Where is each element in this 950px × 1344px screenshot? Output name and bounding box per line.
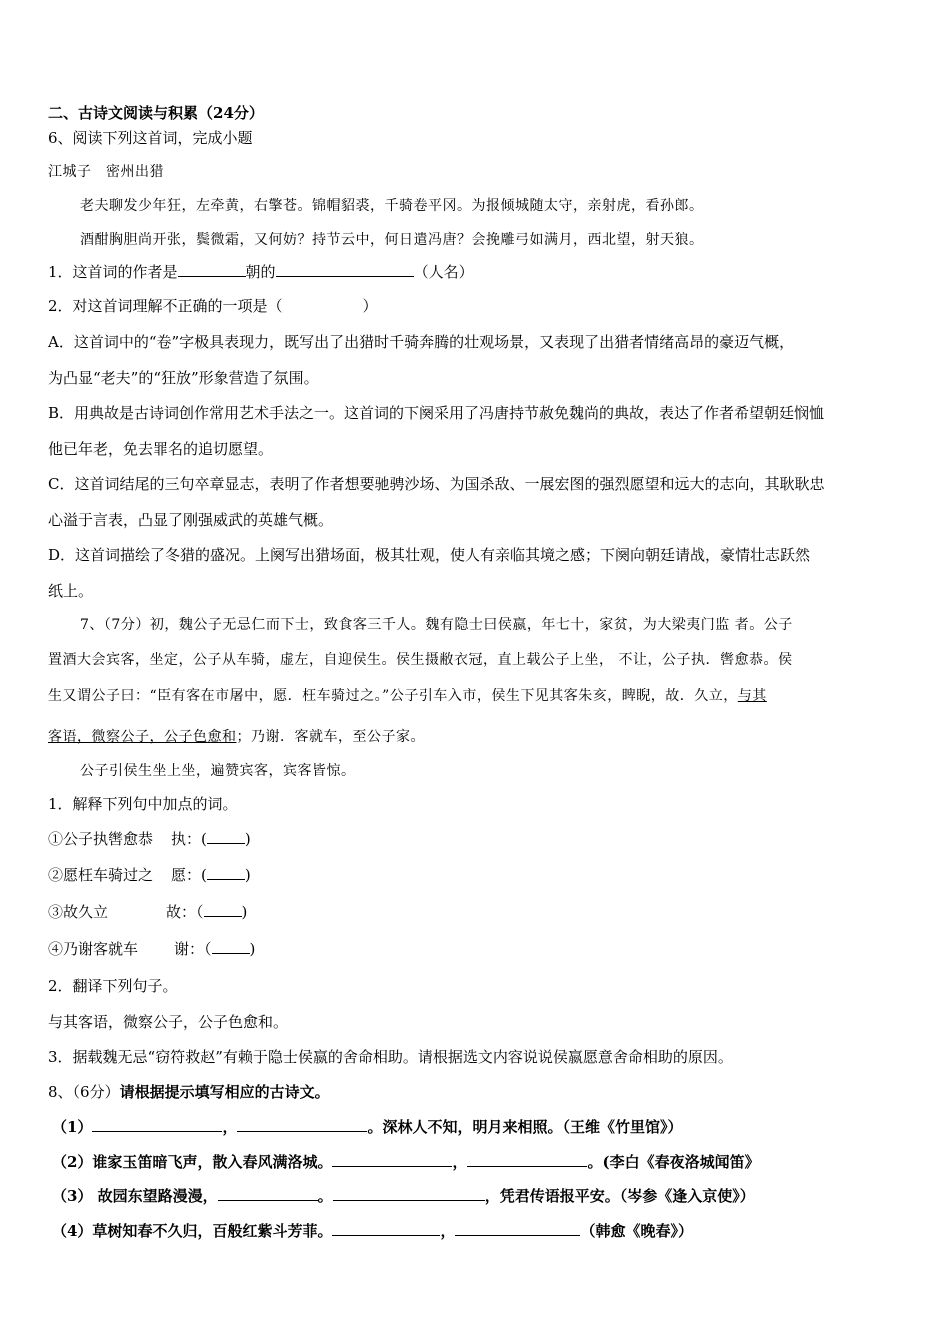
- q6-question-2: [48, 296, 378, 316]
- q7-underlined-text: 与其: [737, 688, 767, 704]
- q8-number: 8、（6分）: [48, 1083, 120, 1101]
- line-sep: ，: [440, 1222, 456, 1240]
- line-text: 。深林人不知，明月来相照。（王维《竹里馆》）: [367, 1118, 683, 1136]
- option-line: 心溢于言表，凸显了刚强威武的英雄气概。: [48, 511, 334, 529]
- item-number: ④: [48, 940, 64, 958]
- q7-item: [48, 865, 251, 885]
- item-word: 故：（: [166, 903, 204, 921]
- q7-text-line: [48, 686, 767, 706]
- line-sep: ，: [222, 1118, 238, 1136]
- item-close: ): [249, 940, 256, 958]
- answer-blank[interactable]: [467, 1152, 587, 1167]
- q7-text-line: 公子引侯生坐上坐，遍赞宾客，宾客皆惊。: [80, 763, 356, 779]
- line-text: ，凭君传语报平安。（岑参《逢入京使》）: [484, 1187, 755, 1205]
- q7-item: [48, 902, 247, 922]
- answer-blank[interactable]: [237, 1117, 367, 1132]
- item-close: ): [241, 903, 248, 921]
- section-title: 二、古诗文阅读与积累（24分）: [48, 104, 264, 122]
- option-line: 纸上。: [48, 582, 94, 600]
- q7-text-line: 置酒大会宾客，坐定，公子从车骑，虚左，自迎侯生。侯生摄敝衣冠，直上载公子上坐， 不让，公子执．辔愈恭。侯: [48, 652, 793, 668]
- item-number: ②: [48, 866, 64, 884]
- line-text: （3） 故园东望路漫漫，: [52, 1187, 218, 1205]
- answer-blank[interactable]: [204, 902, 242, 917]
- option-line: B．用典故是古诗词创作常用艺术手法之一。这首词的下阕采用了冯唐持节赦免魏尚的典故，表达了作者希望朝廷悯恤: [48, 404, 825, 422]
- line-text: （2）谁家玉笛暗飞声，散入春风满洛城。: [52, 1153, 333, 1171]
- poem-title: 江城子 密州出猎: [48, 164, 164, 180]
- answer-blank[interactable]: [332, 1221, 440, 1236]
- line-label: （1）: [52, 1118, 93, 1136]
- q1-suffix: （人名）: [413, 263, 474, 281]
- q8-heading: [48, 1082, 330, 1102]
- option-line: 他已年老，免去罪名的追切愿望。: [48, 440, 274, 458]
- q6-intro: 6、阅读下列这首词，完成小题: [48, 129, 253, 147]
- answer-blank[interactable]: [455, 1221, 580, 1236]
- line-sep: 。: [317, 1187, 333, 1205]
- line-text: （4）草树知春不久归，百般红紫斗芳菲。: [52, 1222, 333, 1240]
- q8-line: [52, 1221, 693, 1241]
- answer-blank[interactable]: [207, 865, 245, 880]
- item-close: ): [244, 866, 251, 884]
- q7-sub2-sentence: 与其客语，微察公子，公子色愈和。: [48, 1013, 289, 1031]
- answer-blank[interactable]: [178, 262, 246, 277]
- line-text: （韩愈《晚春》）: [580, 1222, 693, 1240]
- answer-blank[interactable]: [333, 1186, 485, 1201]
- option-line: C．这首词结尾的三句卒章显志，表明了作者想要驰骋沙场、为国杀敌、一展宏图的强烈愿望和远大的志向，其耿耿忠: [48, 475, 825, 493]
- option-line: 为凸显“老夫”的“狂放”形象营造了氛围。: [48, 369, 319, 387]
- item-number: ③: [48, 903, 64, 921]
- q7-text-part: 生又谓公子曰：“臣有客在市屠中，愿．枉车骑过之。”公子引车入市，侯生下见其客朱亥，睥睨，故．久立，: [48, 688, 738, 704]
- item-close: ): [244, 830, 251, 848]
- q1-prefix: 1．这首词的作者是: [48, 263, 178, 281]
- q7-sub1: 1．解释下列句中加点的词。: [48, 795, 238, 813]
- item-number: ①: [48, 830, 64, 848]
- q8-instruction: 请根据提示填写相应的古诗文。: [119, 1083, 330, 1101]
- item-word: 愿：(: [171, 866, 207, 884]
- item-sentence: 故久立: [63, 903, 109, 921]
- line-text: 。(李白《春夜洛城闻笛》: [587, 1153, 760, 1171]
- q7-sub2: 2．翻译下列句子。: [48, 977, 178, 995]
- answer-blank[interactable]: [207, 829, 245, 844]
- q7-text-line: 7、（7分）初，魏公子无忌仁而下士，致食客三千人。魏有隐士曰侯嬴，年七十，家贫，为大梁夷门监 者。公子: [80, 617, 793, 633]
- answer-blank[interactable]: [332, 1152, 452, 1167]
- q8-line: [52, 1152, 760, 1172]
- q8-line: [52, 1186, 755, 1206]
- item-sentence: 公子执辔愈恭: [63, 830, 154, 848]
- option-line: A．这首词中的“卷”字极具表现力，既写出了出猎时千骑奔腾的壮观场景，又表现了出猎者情绪高昂的豪迈气概，: [48, 333, 795, 351]
- poem-line: 老夫聊发少年狂，左牵黄，右擎苍。锦帽貂裘，千骑卷平冈。为报倾城随太守，亲射虎，看孙郎。: [80, 198, 704, 214]
- q7-underlined-text: 客语，微察公子，公子色愈和: [48, 729, 237, 745]
- q1-mid: 朝的: [245, 263, 276, 281]
- q7-text-part: ；乃谢．客就车，至公子家。: [236, 729, 425, 745]
- item-sentence: 乃谢客就车: [63, 940, 139, 958]
- q7-item: [48, 939, 255, 959]
- item-word: 执：(: [171, 830, 207, 848]
- q6-question-1: [48, 262, 474, 282]
- item-word: 谢：（: [174, 940, 212, 958]
- answer-blank[interactable]: [92, 1117, 222, 1132]
- answer-blank[interactable]: [218, 1186, 318, 1201]
- line-sep: ，: [452, 1153, 468, 1171]
- q8-line: [52, 1117, 682, 1137]
- option-line: D．这首词描绘了冬猎的盛况。上阕写出猎场面，极其壮观，使人有亲临其境之感；下阕向朝廷请战，豪情壮志跃然: [48, 546, 811, 564]
- q7-text-line: [48, 727, 425, 747]
- q2-suffix: ）: [362, 297, 378, 315]
- q7-sub3: 3．据载魏无忌“窃符救赵”有赖于隐士侯嬴的舍命相助。请根据选文内容说说侯嬴愿意舍命相助的原因。: [48, 1048, 733, 1066]
- answer-blank[interactable]: [212, 939, 250, 954]
- item-sentence: 愿枉车骑过之: [63, 866, 154, 884]
- answer-blank[interactable]: [276, 262, 414, 277]
- poem-line: 酒酣胸胆尚开张，鬓微霜，又何妨？持节云中，何日遣冯唐？会挽雕弓如满月，西北望，射天狼。: [80, 232, 704, 248]
- q7-item: [48, 829, 251, 849]
- q2-prefix: 2．对这首词理解不正确的一项是（: [48, 297, 283, 315]
